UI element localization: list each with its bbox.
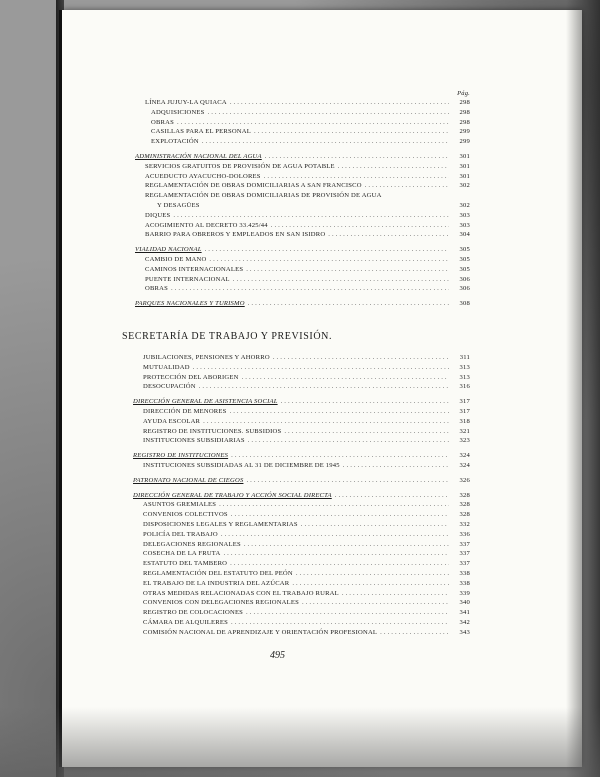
toc-entry-label: DIQUES (145, 211, 171, 219)
toc-entry-page: 337 (459, 540, 470, 548)
toc-entry (135, 108, 470, 118)
toc-entry-page: 303 (459, 221, 470, 229)
toc-entry (133, 436, 470, 446)
toc-entry-label: PROTECCIÓN DEL ABORIGEN (143, 373, 239, 381)
toc-entry-page: 332 (459, 520, 470, 528)
toc-entry (135, 255, 470, 265)
toc-leader-dots (343, 461, 449, 471)
toc-entry (135, 275, 470, 285)
toc-entry (135, 172, 470, 182)
toc-entry-label: ACUEDUCTO AYACUCHO-DOLORES (145, 172, 261, 180)
toc-entry (133, 520, 470, 530)
toc-entry-page: 305 (459, 246, 470, 254)
toc-entry-page: 321 (459, 427, 470, 435)
toc-entry-page: 299 (459, 128, 470, 136)
toc-entry (133, 608, 470, 618)
toc-entry (133, 579, 470, 589)
toc-entry (133, 476, 470, 486)
toc-entry-page: 298 (459, 108, 470, 116)
toc-entry-page: 306 (459, 285, 470, 293)
toc-entry-page: 305 (459, 265, 470, 273)
toc-leader-dots (248, 436, 449, 446)
toc-entry (135, 127, 470, 137)
toc-entry-label: DISPOSICIONES LEGALES Y REGLAMENTARIAS (143, 520, 298, 528)
toc-entry-label: ACOGIMIENTO AL DECRETO 33.425/44 (145, 221, 268, 229)
toc-entry (135, 118, 470, 128)
toc-entry-page: 337 (459, 550, 470, 558)
toc-leader-dots (248, 299, 449, 309)
toc-entry-label: REGISTRO DE COLOCACIONES (143, 609, 244, 617)
toc-entry-page: 342 (459, 618, 470, 626)
toc-entry-label: PATRONATO NACIONAL DE CIEGOS (133, 476, 244, 484)
toc-entry (135, 211, 470, 221)
toc-entry-page: 317 (459, 398, 470, 406)
toc-entry (135, 284, 470, 294)
toc-entry (133, 589, 470, 599)
toc-entry (133, 510, 470, 520)
toc-entry (135, 230, 470, 240)
toc-entry-label: COSECHA DE LA FRUTA (143, 550, 221, 558)
toc-leader-dots (219, 500, 449, 510)
toc-leader-dots (173, 211, 449, 221)
toc-entry (133, 549, 470, 559)
toc-entry-label: CAMINOS INTERNACIONALES (145, 265, 244, 273)
toc-entry (135, 191, 470, 201)
toc-entry (135, 245, 470, 255)
toc-entry (133, 500, 470, 510)
scan-shadow-bottom (0, 707, 600, 777)
toc-entry-label: CONVENIOS CON DELEGACIONES REGIONALES (143, 599, 299, 607)
toc-entry (133, 559, 470, 569)
toc-leader-dots (342, 589, 449, 599)
toc-entry (133, 628, 470, 638)
toc-entry-label: PARQUES NACIONALES Y TURISMO (135, 300, 245, 308)
toc-entry-label: ADMINISTRACIÓN NACIONAL DEL AGUA (135, 152, 262, 160)
toc-entry-page: 324 (459, 461, 470, 469)
toc-entry-label: CAMBIO DE MANO (145, 255, 207, 263)
toc-entry-label: DIRECCIÓN GENERAL DE TRABAJO Y ACCIÓN SOCIAL DIRECTA (133, 491, 332, 499)
toc-entry-page: 301 (459, 152, 470, 160)
toc-entry-label: EXPLOTACIÓN (151, 138, 199, 146)
toc-entry-label: COMISIÓN NACIONAL DE APRENDIZAJE Y ORIENTACIÓN PROFESIONAL (143, 628, 378, 636)
toc-leader-dots (231, 510, 449, 520)
toc-leader-dots (365, 181, 449, 191)
toc-leader-dots (246, 476, 449, 486)
toc-entry-label: ADQUISICIONES (151, 108, 205, 116)
toc-entry (135, 137, 470, 147)
toc-entry-page: 328 (459, 511, 470, 519)
toc-entry-label: AYUDA ESCOLAR (143, 417, 201, 425)
toc-entry (133, 540, 470, 550)
toc-leader-dots (271, 221, 449, 231)
toc-entry (133, 363, 470, 373)
toc-entry-label: MUTUALIDAD (143, 363, 190, 371)
toc-entry-page: 303 (459, 211, 470, 219)
section-title: SECRETARÍA DE TRABAJO Y PREVISIÓN. (122, 331, 333, 342)
toc-entry (135, 162, 470, 172)
toc-entry-label: POLICÍA DEL TRABAJO (143, 530, 218, 538)
toc-entry-label: PUENTE INTERNACIONAL (145, 275, 230, 283)
toc-entry-label: ASUNTOS GREMIALES (143, 501, 217, 509)
toc-leader-dots (231, 451, 449, 461)
toc-entry (133, 417, 470, 427)
toc-entry (133, 427, 470, 437)
toc-entry (133, 491, 470, 501)
toc-entry-label: LÍNEA JUJUY-LA QUIACA (145, 99, 227, 106)
toc-entry-label: SERVICIOS GRATUITOS DE PROVISIÓN DE AGUA POTABLE (145, 162, 335, 170)
toc-entry-label: Y DESAGÜES (157, 201, 200, 209)
toc-leader-dots (246, 608, 449, 618)
toc-entry (135, 201, 470, 211)
toc-entry-page: 302 (459, 201, 470, 209)
toc-entry-page: 313 (459, 373, 470, 381)
toc-entry-page: 317 (459, 407, 470, 415)
toc-entry-page: 298 (459, 118, 470, 126)
toc-entry-page: 316 (459, 383, 470, 391)
toc-list-2 (133, 353, 470, 638)
toc-leader-dots (284, 427, 449, 437)
toc-leader-dots (202, 137, 449, 147)
toc-entry-page: 341 (459, 609, 470, 617)
toc-entry-page: 305 (459, 255, 470, 263)
toc-entry-label: OBRAS (151, 118, 174, 126)
toc-entry-page: 343 (459, 628, 470, 636)
page-number: 495 (270, 650, 285, 661)
toc-entry (135, 98, 470, 108)
toc-entry-label: INSTITUCIONES SUBSIDIADAS AL 31 DE DICIEMBRE DE 1945 (143, 461, 340, 469)
toc-leader-dots (246, 265, 449, 275)
toc-entry-page: 306 (459, 275, 470, 283)
toc-entry (133, 461, 470, 471)
toc-entry-label: REGISTRO DE INSTITUCIONES. SUBSIDIOS (143, 427, 282, 435)
page-column-header: Pág. (457, 90, 470, 97)
toc-entry (135, 152, 470, 162)
toc-entry (133, 373, 470, 383)
toc-entry-page: 313 (459, 363, 470, 371)
toc-leader-dots (177, 118, 449, 128)
toc-leader-dots (209, 255, 449, 265)
toc-entry (133, 598, 470, 608)
toc-entry-page: 323 (459, 437, 470, 445)
toc-leader-dots (244, 540, 449, 550)
toc-leader-dots (301, 520, 449, 530)
toc-entry-page: 298 (459, 99, 470, 106)
toc-leader-dots (230, 98, 449, 108)
toc-leader-dots (223, 549, 449, 559)
toc-entry-label: DELEGACIONES REGIONALES (143, 540, 241, 548)
toc-leader-dots (292, 579, 449, 589)
toc-leader-dots (254, 127, 449, 137)
toc-leader-dots (230, 407, 450, 417)
toc-entry-label: BARRIO PARA OBREROS Y EMPLEADOS EN SAN ISIDRO (145, 231, 326, 239)
toc-entry-label: JUBILACIONES, PENSIONES Y AHORRO (143, 354, 270, 361)
toc-entry-label: REGLAMENTACIÓN DEL ESTATUTO DEL PEÓN (143, 569, 293, 577)
scan-shadow-right (566, 0, 600, 777)
toc-entry-page: 301 (459, 172, 470, 180)
toc-entry-page: 340 (459, 599, 470, 607)
toc-entry (135, 265, 470, 275)
toc-entry-label: DESOCUPACIÓN (143, 383, 196, 391)
toc-entry-label: CASILLAS PARA EL PERSONAL (151, 128, 251, 136)
toc-leader-dots (208, 108, 449, 118)
toc-entry-page: 308 (459, 300, 470, 308)
toc-entry-label: INSTITUCIONES SUBSIDIARIAS (143, 437, 245, 445)
toc-entry (133, 382, 470, 392)
toc-leader-dots (231, 618, 449, 628)
toc-entry-label: REGLAMENTACIÓN DE OBRAS DOMICILIARIAS A SAN FRANCISCO (145, 182, 362, 190)
toc-leader-dots (335, 491, 449, 501)
toc-leader-dots (199, 382, 449, 392)
toc-entry-label: VIALIDAD NACIONAL (135, 246, 202, 254)
toc-entry-page: 337 (459, 560, 470, 568)
toc-leader-dots (205, 245, 449, 255)
toc-entry-page: 328 (459, 501, 470, 509)
toc-entry-label: REGISTRO DE INSTITUCIONES (133, 452, 229, 460)
toc-entry-page: 324 (459, 452, 470, 460)
toc-leader-dots (203, 417, 449, 427)
toc-entry-page: 338 (459, 579, 470, 587)
toc-leader-dots (265, 152, 449, 162)
toc-leader-dots (193, 363, 449, 373)
toc-entry-page: 311 (459, 354, 470, 361)
toc-leader-dots (296, 569, 449, 579)
toc-entry (133, 569, 470, 579)
toc-leader-dots (233, 275, 449, 285)
toc-entry-page: 304 (459, 231, 470, 239)
toc-entry (135, 299, 470, 309)
toc-entry (133, 397, 470, 407)
toc-entry (133, 353, 470, 363)
toc-leader-dots (264, 172, 449, 182)
toc-entry-label: EL TRABAJO DE LA INDUSTRIA DEL AZÚCAR (143, 579, 290, 587)
toc-entry-label: REGLAMENTACIÓN DE OBRAS DOMICILIARIAS DE PROVISIÓN DE AGUA (145, 192, 382, 200)
toc-entry-page: 301 (459, 162, 470, 170)
toc-block-1 (135, 90, 470, 309)
toc-entry-label: CONVENIOS COLECTIVOS (143, 511, 228, 519)
toc-entry-page: 336 (459, 530, 470, 538)
toc-block-2 (133, 353, 470, 638)
toc-leader-dots (338, 162, 449, 172)
toc-leader-dots (328, 230, 449, 240)
toc-entry (133, 451, 470, 461)
toc-entry (133, 407, 470, 417)
toc-entry-label: CÁMARA DE ALQUILERES (143, 618, 228, 626)
toc-leader-dots (230, 559, 449, 569)
toc-entry (133, 618, 470, 628)
toc-leader-dots (380, 628, 449, 638)
toc-entry-page: 318 (459, 417, 470, 425)
toc-leader-dots (221, 530, 449, 540)
toc-entry-label: OBRAS (145, 285, 168, 293)
toc-entry-page: 326 (459, 476, 470, 484)
toc-entry-label: DIRECCIÓN GENERAL DE ASISTENCIA SOCIAL (133, 398, 278, 406)
toc-entry-page: 339 (459, 589, 470, 597)
toc-leader-dots (281, 397, 449, 407)
toc-leader-dots (242, 373, 449, 383)
toc-entry-label: OTRAS MEDIDAS RELACIONADAS CON EL TRABAJO RURAL (143, 589, 339, 597)
toc-leader-dots (302, 598, 449, 608)
toc-leader-dots (273, 353, 449, 363)
toc-list-1 (135, 98, 470, 309)
toc-leader-dots (171, 284, 449, 294)
toc-entry (135, 181, 470, 191)
toc-entry-page: 302 (459, 182, 470, 190)
toc-entry-page: 338 (459, 569, 470, 577)
toc-entry-label: DIRECCIÓN DE MENORES (143, 407, 227, 415)
toc-entry (135, 221, 470, 231)
toc-entry (133, 530, 470, 540)
toc-entry-page: 299 (459, 138, 470, 146)
toc-entry-label: ESTATUTO DEL TAMBERO (143, 560, 228, 568)
toc-entry-page: 328 (459, 491, 470, 499)
